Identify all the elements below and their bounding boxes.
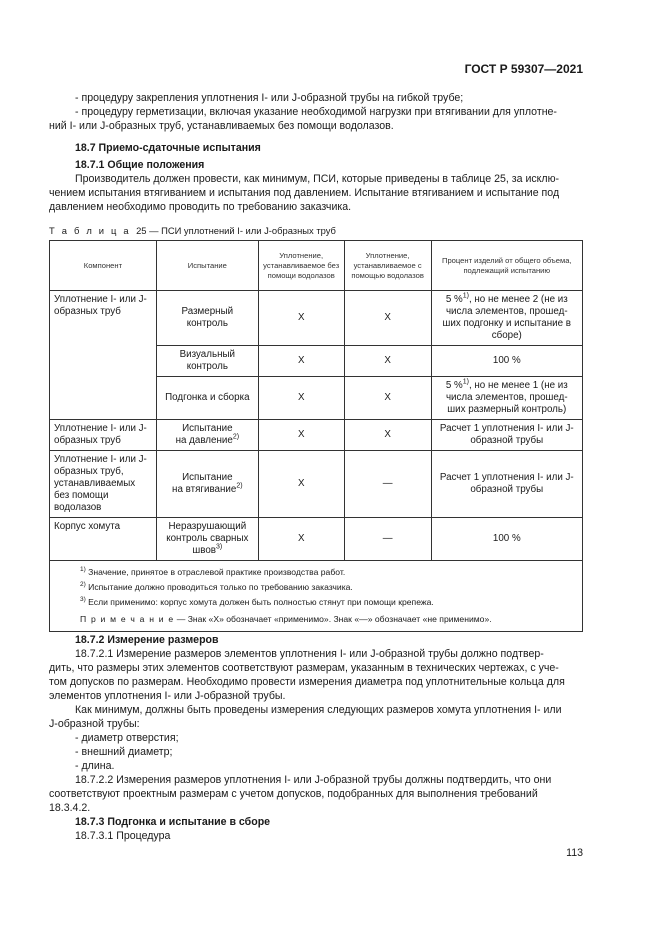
cell-component: Уплотнение I- или J-образных труб <box>50 291 157 420</box>
para-18-7-2-1-line3: том допусков по размерам. Необходимо провести измерения диаметра под уплотнительные кольца для <box>49 676 565 688</box>
table-row <box>50 291 583 346</box>
footnote-ref: 2) <box>236 482 243 490</box>
cell-component: Корпус хомута <box>50 518 157 561</box>
footnote-1 <box>80 567 578 578</box>
para-18-7-2-2-line1: 18.7.2.2 Измерения размеров уплотнения I- или J-образной трубы должны подтвердить, что они <box>75 774 552 786</box>
bullet-length: - длина. <box>75 760 115 772</box>
cell-no-diver: X <box>258 420 344 451</box>
table-caption-text: 25 — ПСИ уплотнений I- или J-образных труб <box>136 225 336 236</box>
para-18-7-1-line1: Производитель должен провести, как минимум, ПСИ, которые приведены в таблице 25, за исклю- <box>75 173 560 185</box>
psi-table <box>49 240 583 632</box>
cell-diver: X <box>344 346 431 377</box>
th-component: Компонент <box>50 241 157 291</box>
para-clamp-line2: J-образной трубы: <box>49 718 140 730</box>
footnote-mark: 1) <box>80 566 86 574</box>
test-name-cont: на давление <box>175 435 233 446</box>
para-18-7-2-1-line1: 18.7.2.1 Измерение размеров элементов уплотнения I- или J-образной трубы должно подтвер- <box>75 648 544 660</box>
footnote-ref: 1) <box>462 378 469 386</box>
table-caption-prefix: Т а б л и ц а <box>49 225 131 236</box>
section-18-7-3-1-title: 18.7.3.1 Процедура <box>75 830 171 842</box>
table-caption <box>49 225 336 236</box>
percent-condition: , но не менее 1 (не из числа элементов, прошед- ших размерный контроль) <box>445 380 568 415</box>
bullet-outer-diameter: - внешний диаметр; <box>75 746 173 758</box>
cell-percent <box>431 291 582 346</box>
cell-test <box>156 451 258 518</box>
footnote-ref: 1) <box>462 292 469 300</box>
footnote-3 <box>80 597 578 608</box>
bullet-sealing: - процедуру герметизации, включая указание необходимой нагрузки при втягивании для уплотне- <box>75 106 557 118</box>
para-18-7-2-1-line4: элементов уплотнения I- или J-образной трубы. <box>49 690 286 702</box>
test-name-cont: швов <box>192 545 216 556</box>
test-name-cont: на втягивание <box>172 484 237 495</box>
section-18-7-2-title: 18.7.2 Измерение размеров <box>75 634 219 646</box>
para-18-7-2-2-line2: соответствуют проектным размерам с учетом допусков, подобранных для выполнения требований <box>49 788 538 800</box>
page-number: 113 <box>566 847 583 859</box>
test-name: Неразрушающий контроль сварных <box>166 521 249 544</box>
percent-condition: , но не менее 2 (не из числа элементов, прошед- ших подгонку и испытание в сборе) <box>442 294 571 341</box>
section-18-7-1-title: 18.7.1 Общие положения <box>75 159 205 171</box>
footnote-2 <box>80 582 578 593</box>
section-18-7-3-title: 18.7.3 Подгонка и испытание в сборе <box>75 816 271 828</box>
test-name: Испытание <box>182 423 233 434</box>
standard-header: ГОСТ Р 59307—2021 <box>464 62 583 76</box>
para-18-7-2-1-line2: дить, что размеры этих элементов соответствуют размерам, указанным в технических чертежах, с уче- <box>49 662 559 674</box>
th-test: Испытание <box>156 241 258 291</box>
cell-diver: X <box>344 420 431 451</box>
cell-no-diver: X <box>258 451 344 518</box>
test-name: Испытание <box>182 472 233 483</box>
footnote-mark: 2) <box>80 581 86 589</box>
cell-component: Уплотнение I- или J-образных труб <box>50 420 157 451</box>
cell-percent: Расчет 1 уплотнения I- или J-образной трубы <box>431 451 582 518</box>
cell-percent <box>431 377 582 420</box>
cell-percent: 100 % <box>431 518 582 561</box>
cell-no-diver: X <box>258 346 344 377</box>
bullet-fixing: - процедуру закрепления уплотнения I- или J-образной трубы на гибкой трубе; <box>75 92 464 104</box>
cell-diver: — <box>344 518 431 561</box>
cell-percent: 100 % <box>431 346 582 377</box>
note-label: П р и м е ч а н и е <box>80 614 175 624</box>
cell-test: Размерный контроль <box>156 291 258 346</box>
table-note <box>80 614 578 625</box>
para-18-7-2-2-line3: 18.3.4.2. <box>49 802 91 814</box>
footnote-text: Значение, принятое в отраслевой практике производства работ. <box>88 567 346 577</box>
table-row <box>50 518 583 561</box>
footnote-text: Испытание должно проводиться только по требованию заказчика. <box>88 582 353 592</box>
cell-test <box>156 518 258 561</box>
cell-diver: X <box>344 377 431 420</box>
note-text: — Знак «X» обозначает «применимо». Знак «—» обозначает «не применимо». <box>174 614 492 624</box>
th-percent: Процент изделий от общего объема, подлежащий испытанию <box>431 241 582 291</box>
footnote-ref: 2) <box>232 433 240 441</box>
cell-test: Подгонка и сборка <box>156 377 258 420</box>
para-18-7-1-line2: чением испытания втягиванием и испытания под давлением. Испытание втягиванием и испытание под <box>49 187 560 199</box>
percent-value: 5 % <box>445 294 463 305</box>
th-no-diver: Уплотнение, устанавливаемое без помощи водолазов <box>258 241 344 291</box>
cell-diver: X <box>344 291 431 346</box>
cell-no-diver: X <box>258 291 344 346</box>
table-footnotes <box>50 561 583 632</box>
table-row <box>50 451 583 518</box>
table-header-row <box>50 241 583 291</box>
cell-component: Уплотнение I- или J-образных труб, устанавливаемых без помощи водолазов <box>50 451 157 518</box>
bullet-sealing-cont: ний I- или J-образных труб, устанавливаемых без помощи водолазов. <box>49 120 394 132</box>
footnote-mark: 3) <box>80 596 86 604</box>
cell-percent: Расчет 1 уплотнения I- или J-образной трубы <box>431 420 582 451</box>
th-diver: Уплотнение, устанавливаемое с помощью водолазов <box>344 241 431 291</box>
cell-diver: — <box>344 451 431 518</box>
table-footnotes-row <box>50 561 583 632</box>
cell-no-diver: X <box>258 377 344 420</box>
para-clamp-line1: Как минимум, должны быть проведены измерения следующих размеров хомута уплотнения I- или <box>75 704 562 716</box>
table-row <box>50 420 583 451</box>
footnote-ref: 3) <box>216 543 223 551</box>
footnote-text: Если применимо: корпус хомута должен быть полностью стянут при помощи крепежа. <box>88 597 434 607</box>
bullet-bore-diameter: - диаметр отверстия; <box>75 732 179 744</box>
cell-test <box>156 420 258 451</box>
percent-value: 5 % <box>445 380 463 391</box>
section-18-7-title: 18.7 Приемо-сдаточные испытания <box>75 142 261 154</box>
cell-test: Визуальный контроль <box>156 346 258 377</box>
para-18-7-1-line3: давлением необходимо проводить по требованию заказчика. <box>49 201 352 213</box>
cell-no-diver: X <box>258 518 344 561</box>
